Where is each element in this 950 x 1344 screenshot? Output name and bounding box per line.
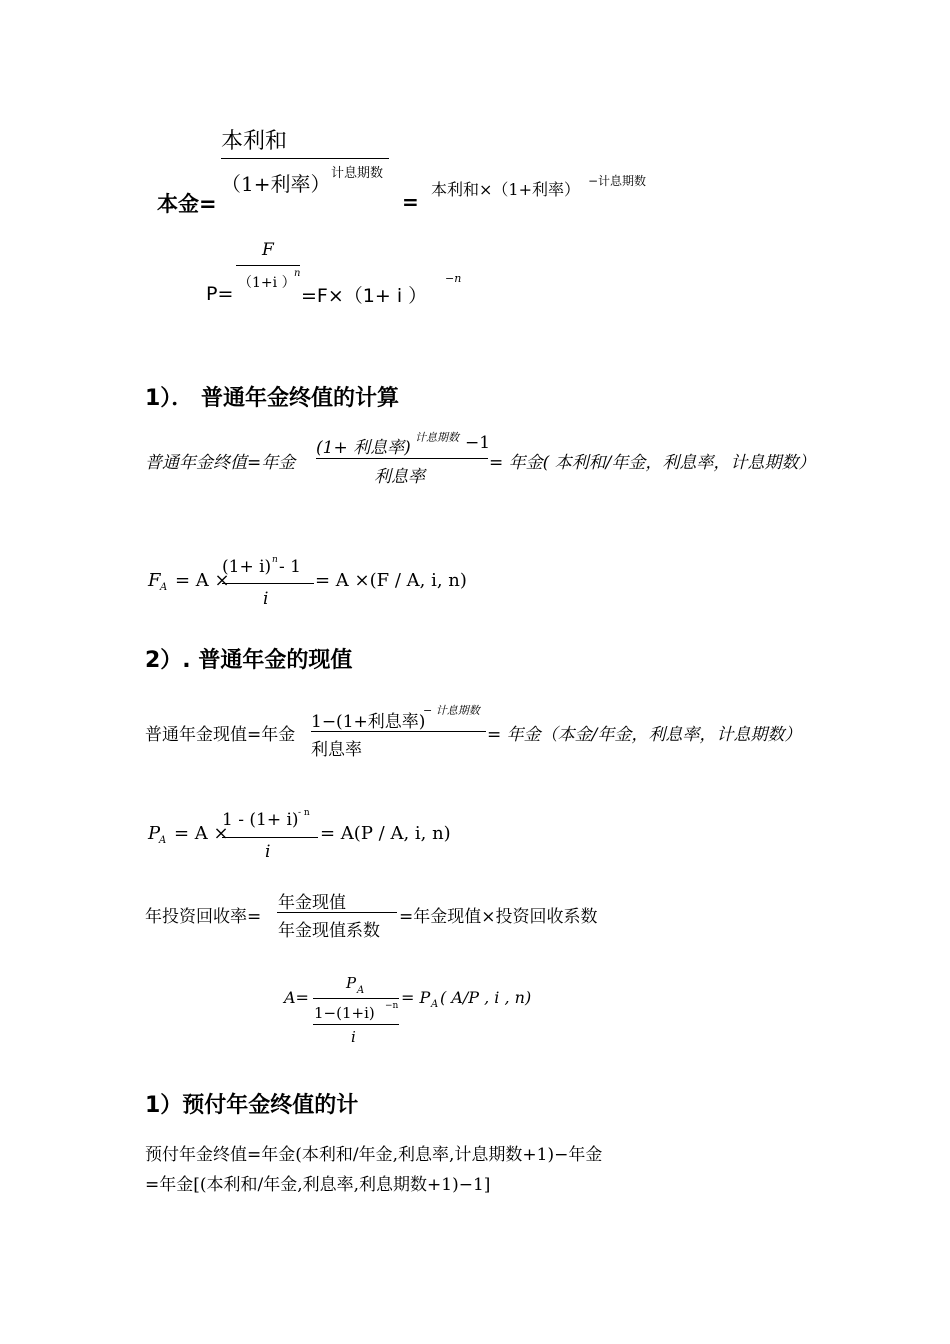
formula-rhs: = 年金( 本利和/年金，利息率，计息期数） <box>489 453 816 473</box>
formula-equals: = <box>402 190 419 214</box>
formula-lhs: 普通年金现值=年金 <box>145 725 296 745</box>
formula-lhs-sub: A <box>159 835 167 846</box>
fraction-bar <box>221 158 389 159</box>
formula-rhs: =年金现值×投资回收系数 <box>399 907 598 927</box>
formula-rhs-exponent: −n <box>445 272 462 285</box>
formula-denominator: 年金现值系数 <box>278 921 380 941</box>
fraction-bar <box>222 583 314 584</box>
formula-numerator: (1+ i) <box>222 557 272 577</box>
formula-mid: = A × <box>175 570 230 591</box>
formula-exponent: n <box>272 555 278 565</box>
formula-rhs: =F×（1+ i ） <box>301 285 428 307</box>
formula-rhs: = A(P / A, i, n) <box>320 823 451 844</box>
formula-exponent: n <box>294 268 301 279</box>
formula-exponent: 计息期数 <box>415 431 459 444</box>
formula-denominator: 利息率 <box>311 740 362 760</box>
formula-lhs: P <box>148 823 161 844</box>
formula-numerator: (1+ 利息率) <box>316 438 411 458</box>
formula-lhs: 年投资回收率= <box>145 907 262 927</box>
formula-numerator-sub: A <box>357 985 365 996</box>
formula-numerator-tail: - 1 <box>279 557 301 577</box>
formula-numerator: F <box>262 240 274 260</box>
formula-numerator: 本利和 <box>221 129 288 154</box>
formula-line: 预付年金终值=年金(本利和/年金,利息率,计息期数+1)−年金 <box>145 1145 603 1165</box>
fraction-bar <box>313 998 399 999</box>
formula-numerator: 1−(1+利息率) <box>311 712 426 732</box>
fraction-bar <box>316 458 488 459</box>
formula-lhs: P= <box>206 283 234 305</box>
formula-numerator: 1 - (1+ i) <box>222 810 299 830</box>
formula-denominator: （1+i ） <box>238 275 296 291</box>
formula-lhs: 本金= <box>157 192 217 216</box>
formula-exponent: − 计息期数 <box>423 704 480 717</box>
formula-rhs: = A ×(F / A, i, n) <box>315 570 467 591</box>
formula-numerator: P <box>346 974 357 992</box>
formula-denominator: i <box>265 842 271 862</box>
formula-numerator-tail: −1 <box>465 433 491 453</box>
formula-inner-exponent: −n <box>385 1001 399 1011</box>
formula-numerator: 年金现值 <box>278 893 346 913</box>
formula-rhs: = P <box>401 988 431 1007</box>
section-heading: 2）. 普通年金的现值 <box>145 648 353 673</box>
formula-rhs-exponent: −计息期数 <box>588 174 647 188</box>
section-heading: 1）预付年金终值的计 <box>145 1093 359 1118</box>
formula-lhs: A= <box>284 988 309 1007</box>
formula-inner-numerator: 1−(1+i) <box>314 1004 375 1022</box>
formula-lhs-sub: A <box>160 582 168 593</box>
formula-exponent: - n <box>298 808 310 818</box>
formula-denominator: 利息率 <box>374 467 425 487</box>
formula-denominator: i <box>263 589 269 609</box>
section-heading: 1）． 普通年金终值的计算 <box>145 386 399 411</box>
fraction-bar <box>222 837 318 838</box>
fraction-bar <box>236 265 300 266</box>
formula-rhs-tail: ( A/P , i , n) <box>440 988 532 1007</box>
formula-rhs-sub: A <box>431 999 439 1010</box>
inner-fraction-bar <box>313 1024 399 1025</box>
formula-rhs: = 年金（本金/年金，利息率，计息期数） <box>487 725 802 745</box>
formula-line: =年金[(本利和/年金,利息率,利息期数+1)−1] <box>145 1175 491 1195</box>
formula-exponent: 计息期数 <box>331 166 384 181</box>
formula-denominator: （1+利率） <box>221 172 331 196</box>
fraction-bar <box>277 912 397 913</box>
formula-inner-denominator: i <box>351 1028 356 1046</box>
formula-lhs: 普通年金终值=年金 <box>145 453 296 473</box>
formula-mid: = A × <box>174 823 229 844</box>
formula-rhs: 本利和×（1+利率） <box>431 180 580 199</box>
fraction-bar <box>311 731 486 732</box>
formula-lhs: F <box>148 570 161 591</box>
